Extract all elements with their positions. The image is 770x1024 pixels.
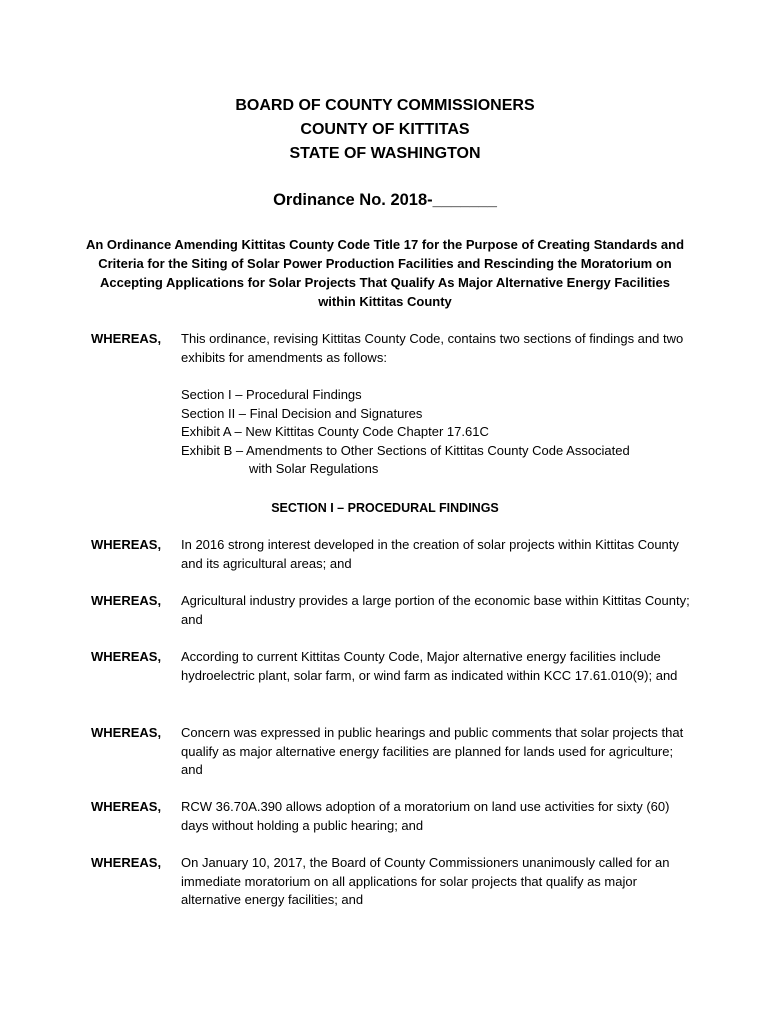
document-header	[0, 94, 770, 166]
whereas-label: WHEREAS,	[91, 649, 162, 664]
ordinance-number: Ordinance No. 2018-_______	[273, 191, 497, 209]
header-county: COUNTY OF KITTITAS	[300, 121, 470, 138]
list-item: Section II – Final Decision and Signatures	[181, 405, 423, 421]
whereas-text: Concern was expressed in public hearings and public comments that solar projects that qualify as major alternative energy facilities are planned for lands used for agriculture; and	[181, 725, 684, 778]
whereas-label: WHEREAS,	[91, 855, 162, 870]
contents-list	[181, 386, 681, 479]
list-item: Exhibit B – Amendments to Other Sections of Kittitas County Code Associated	[181, 442, 630, 458]
section-heading: SECTION I – PROCEDURAL FINDINGS	[271, 501, 499, 515]
ordinance-subtitle: An Ordinance Amending Kittitas County Code Title 17 for the Purpose of Creating Standards and Criteria for the Siting of Solar Power Production Facilities and Rescinding the Moratorium on Accepting Applications for Solar Projects That Qualify As Major Alternative Energy Facilities within Kittitas County	[85, 237, 685, 309]
whereas-text: In 2016 strong interest developed in the creation of solar projects within Kittitas County and its agricultural areas; and	[181, 537, 679, 571]
whereas-label: WHEREAS,	[91, 537, 162, 552]
whereas-text: This ordinance, revising Kittitas County Code, contains two sections of findings and two exhibits for amendments as follows:	[181, 331, 684, 365]
list-item-continuation: with Solar Regulations	[249, 461, 379, 477]
whereas-label: WHEREAS,	[91, 799, 162, 814]
whereas-label: WHEREAS,	[91, 331, 162, 346]
whereas-label: WHEREAS,	[91, 725, 162, 740]
whereas-text: Agricultural industry provides a large portion of the economic base within Kittitas County; and	[181, 593, 690, 627]
whereas-text: On January 10, 2017, the Board of County Commissioners unanimously called for an immediate moratorium on all applications for solar projects that qualify as major alternative energy facilities; and	[181, 855, 670, 908]
list-item: Exhibit A – New Kittitas County Code Chapter 17.61C	[181, 424, 489, 440]
header-state: STATE OF WASHINGTON	[289, 145, 481, 162]
whereas-text: RCW 36.70A.390 allows adoption of a moratorium on land use activities for sixty (60) days without holding a public hearing; and	[181, 799, 670, 833]
whereas-label: WHEREAS,	[91, 593, 162, 608]
header-board: BOARD OF COUNTY COMMISSIONERS	[235, 97, 535, 114]
list-item: Section I – Procedural Findings	[181, 387, 362, 402]
whereas-text: According to current Kittitas County Code, Major alternative energy facilities include hydroelectric plant, solar farm, or wind farm as indicated within KCC 17.61.010(9); and	[181, 649, 678, 683]
